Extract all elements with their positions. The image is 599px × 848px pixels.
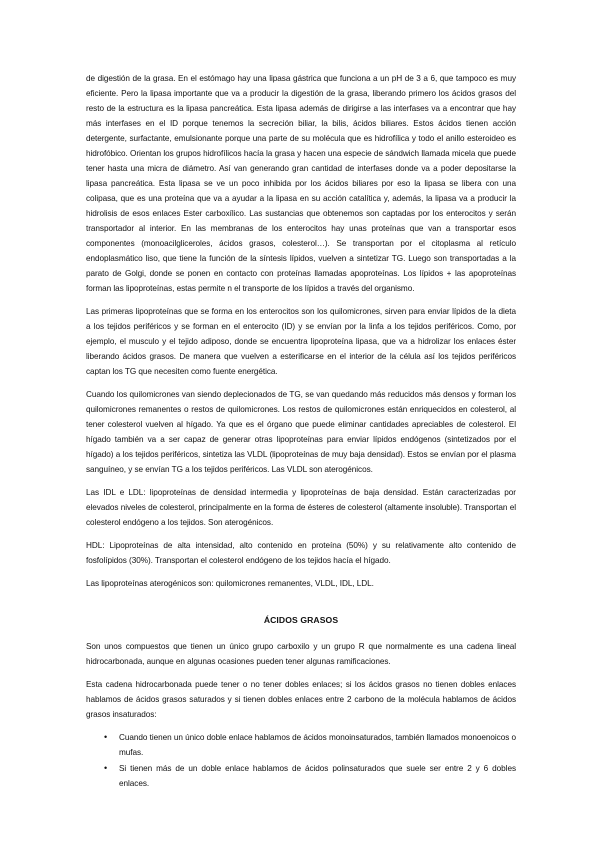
document-body (86, 71, 516, 792)
paragraph-lipid-digestion: de digestión de la grasa. En el estómago hay una lipasa gástrica que funciona a un pH de 3 a 6, que tampoco es muy eficiente. Pero la lipasa importante que va a producir la digestión de la grasa, liberando primero los ácidos grasos del resto de la estructura es la lipasa pancreática. Esta lipasa además de dirigirse a las interfases va a encontrar que hay más interfases en el ID porque tenemos la secreción biliar, la bilis, ácidos biliares. Estos ácidos tienen acción detergente, surfactante, emulsionante porque una parte de su molécula que es hidrofílica y todo el anillo esteroideo es hidrofóbico. Orientan los grupos hidrofílicos hacía la grasa y hacen una especie de sándwich llamada micela que puede tener hasta una micra de diámetro. Así van generando gran cantidad de interfases donde va a poder depositarse la lipasa pancreática. Esta lipasa se ve un poco inhibida por los ácidos biliares por eso la lipasa se libera con una colipasa, que es una proteína que va a ayudar a la lipasa en su acción catalítica y, además, la lipasa va a producir la hidrolisis de esos enlaces Ester carboxílico. Las sustancias que obtenemos son captadas por los enterocitos y serán transportador al interior. En las membranas de los enterocitos hay unas proteínas que van a transportar esos componentes (monoacilgliceroles, ácidos grasos, colesterol…). Se transportan por el citoplasma al retículo endoplasmático liso, que tiene la función de la síntesis lípidos, vuelven a sintetizar TG. Luego son transportadas a la parato de Golgi, donde se ponen en contacto con proteínas llamadas apoproteínas. Los lípidos + las apoproteínas forman las lipoproteínas, estas permite n el transporte de los lípidos a través del organismo. (86, 74, 516, 293)
list-item (86, 730, 516, 760)
list-item-text: Cuando tienen un único doble enlace hablamos de ácidos monoinsaturados, también llamados monoenoicos o mufas. (119, 733, 516, 757)
paragraph-hdl: HDL: Lipoproteínas de alta intensidad, alto contenido en proteína (50%) y su relativamente alto contenido de fosfolípidos (30%). Transportan el colesterol endógeno de los tejidos hacía el hígado. (86, 541, 516, 565)
bullet-list (86, 730, 516, 791)
paragraph-quilomicrones: Las primeras lipoproteínas que se forma en los enterocitos son los quilomicrones, sirven para enviar lípidos de la dieta a los tejidos periféricos y se forman en el enterocito (ID) y se envían por la linfa a los tejidos periféricos. Como, por ejemplo, el musculo y el tejido adiposo, donde se encuentra lipoproteína lipasa, que va a hidrolizar los enlaces éster liberando ácidos grasos. De manera que vuelven a esterificarse en el interior de la célula así los tejidos periféricos captan los TG que necesiten como fuente energética. (86, 307, 516, 376)
paragraph-acidos-definition: Son unos compuestos que tienen un único grupo carboxilo y un grupo R que normalmente es una cadena lineal hidrocarbonada, aunque en algunas ocasiones pueden tener algunas ramificaciones. (86, 642, 516, 666)
paragraph-aterogenicos: Las lipoproteínas aterogénicos son: quilomicrones remanentes, VLDL, IDL, LDL. (86, 579, 374, 588)
paragraph-acidos-saturacion: Esta cadena hidrocarbonada puede tener o no tener dobles enlaces; si los ácidos grasos no tienen dobles enlaces hablamos de ácidos grasos saturados y si tienen dobles enlaces entre 2 carbono de la molécula hablamos de ácidos grasos insaturados: (86, 680, 516, 719)
paragraph-idl-ldl: Las IDL e LDL: lipoproteínas de densidad intermedia y lipoproteínas de baja densidad. Están caracterizadas por elevados niveles de colesterol, principalmente en la forma de ésteres de colesterol (altamente insoluble). Transportan el colesterol endógeno a los tejidos. Son aterogénicos. (86, 488, 516, 527)
bullet-icon: • (104, 763, 108, 773)
section-heading: ÁCIDOS GRASOS (263, 615, 339, 625)
list-item (86, 761, 516, 791)
bullet-icon: • (104, 732, 108, 742)
list-item-text: Si tienen más de un doble enlace hablamos de ácidos polinsaturados que suele ser entre 2 y 6 dobles enlaces. (119, 764, 516, 788)
paragraph-quilomicrones-remanentes: Cuando los quilomicrones van siendo deplecionados de TG, se van quedando más reducidos más densos y forman los quilomicrones remanentes o restos de quilomicrones. Los restos de quilomicrones están enriquecidos en colesterol, al tener colesterol vuelven al hígado. Ya que es el órgano que puede eliminar cantidades apreciables de colesterol. El hígado también va a ser capaz de generar otras lipoproteínas para enviar lípidos endógenos (sintetizados por el hígado) a los tejidos periféricos, sintetiza las VLDL (lipoproteínas de muy baja densidad). Estos se envían por el plasma sanguíneo, y se envían TG a los tejidos periféricos. Las VLDL son aterogénicos. (86, 390, 516, 474)
